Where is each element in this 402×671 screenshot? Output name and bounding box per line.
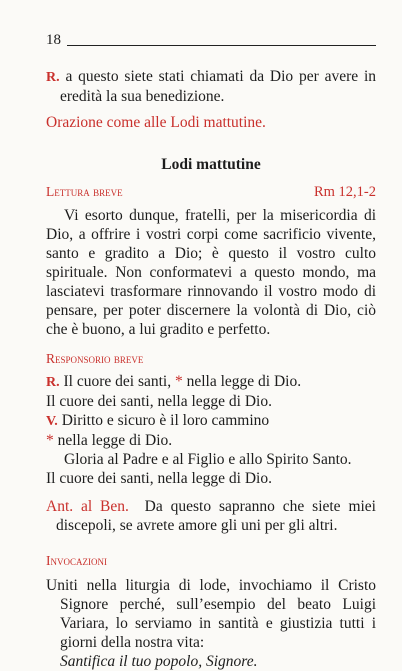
lettura-heading [46, 184, 376, 201]
responsorio-line-2: Il cuore dei santi, nella legge di Dio. [46, 393, 272, 410]
responsorio-line-3 [46, 411, 376, 431]
response-symbol: R. [46, 375, 60, 390]
page-header [46, 32, 376, 49]
intro-response [46, 67, 376, 106]
responsorio-block [46, 372, 376, 488]
lettura-reference: Rm 12,1-2 [313, 184, 376, 200]
responsorio-line-4 [46, 431, 376, 450]
responsorio-line-1-b: nella legge di Dio. [186, 373, 302, 390]
invocazioni-response: Santifica il tuo popolo, Signore. [60, 653, 258, 670]
responsorio-line-1 [46, 372, 376, 392]
section-title: Lodi mattutine [161, 156, 261, 173]
invocazioni-label: Invocazioni [46, 553, 107, 568]
invocazioni-text: Uniti nella liturgia di lode, invochiamo il Cristo Signore perché, sull’esempio del beato Luigi Variara, lo serviamo in santità e giustizia tutti i giorni della nostra vita: [46, 577, 376, 651]
header-rule [67, 45, 376, 46]
responsorio-label: Responsorio breve [46, 351, 144, 366]
antifona-text: Da questo sapranno che siete miei discepoli, se avrete amore gli uni per gli altri. [56, 498, 376, 534]
page-number: 18 [46, 32, 61, 48]
asterisk: * [46, 432, 54, 449]
responsorio-line-3-text: Diritto e sicuro è il loro cammino [61, 412, 270, 429]
page-content [46, 32, 376, 671]
responsorio-line-4-text: nella legge di Dio. [57, 432, 173, 449]
antifona-label: Ant. al Ben. [46, 498, 129, 515]
orazione-rubric: Orazione come alle Lodi mattutine. [46, 114, 266, 131]
lettura-label: Lettura breve [46, 184, 123, 199]
asterisk: * [174, 373, 183, 390]
intro-response-text: a questo siete stati chiamati da Dio per avere in eredità la sua benedizione. [60, 68, 377, 105]
response-symbol: R. [46, 70, 60, 85]
versicle-symbol: V. [46, 414, 58, 429]
lettura-text: Vi esorto dunque, fratelli, per la misericordia di Dio, a offrire i vostri corpi come sacrificio vivente, santo e gradito a Dio; è questo il vostro culto spirituale. Non conformatevi a questo mondo, ma lasciatevi trasformare rinnovando il vostro modo di pensare, per poter discernere la volontà di Dio, ciò che è buono, a lui gradito e perfetto. [46, 207, 376, 338]
responsorio-line-1-a: Il cuore dei santi, [63, 373, 172, 390]
responsorio-line-5: Gloria al Padre e al Figlio e allo Spirito Santo. [64, 451, 352, 468]
responsorio-line-6: Il cuore dei santi, nella legge di Dio. [46, 470, 272, 487]
antifona [46, 497, 376, 535]
